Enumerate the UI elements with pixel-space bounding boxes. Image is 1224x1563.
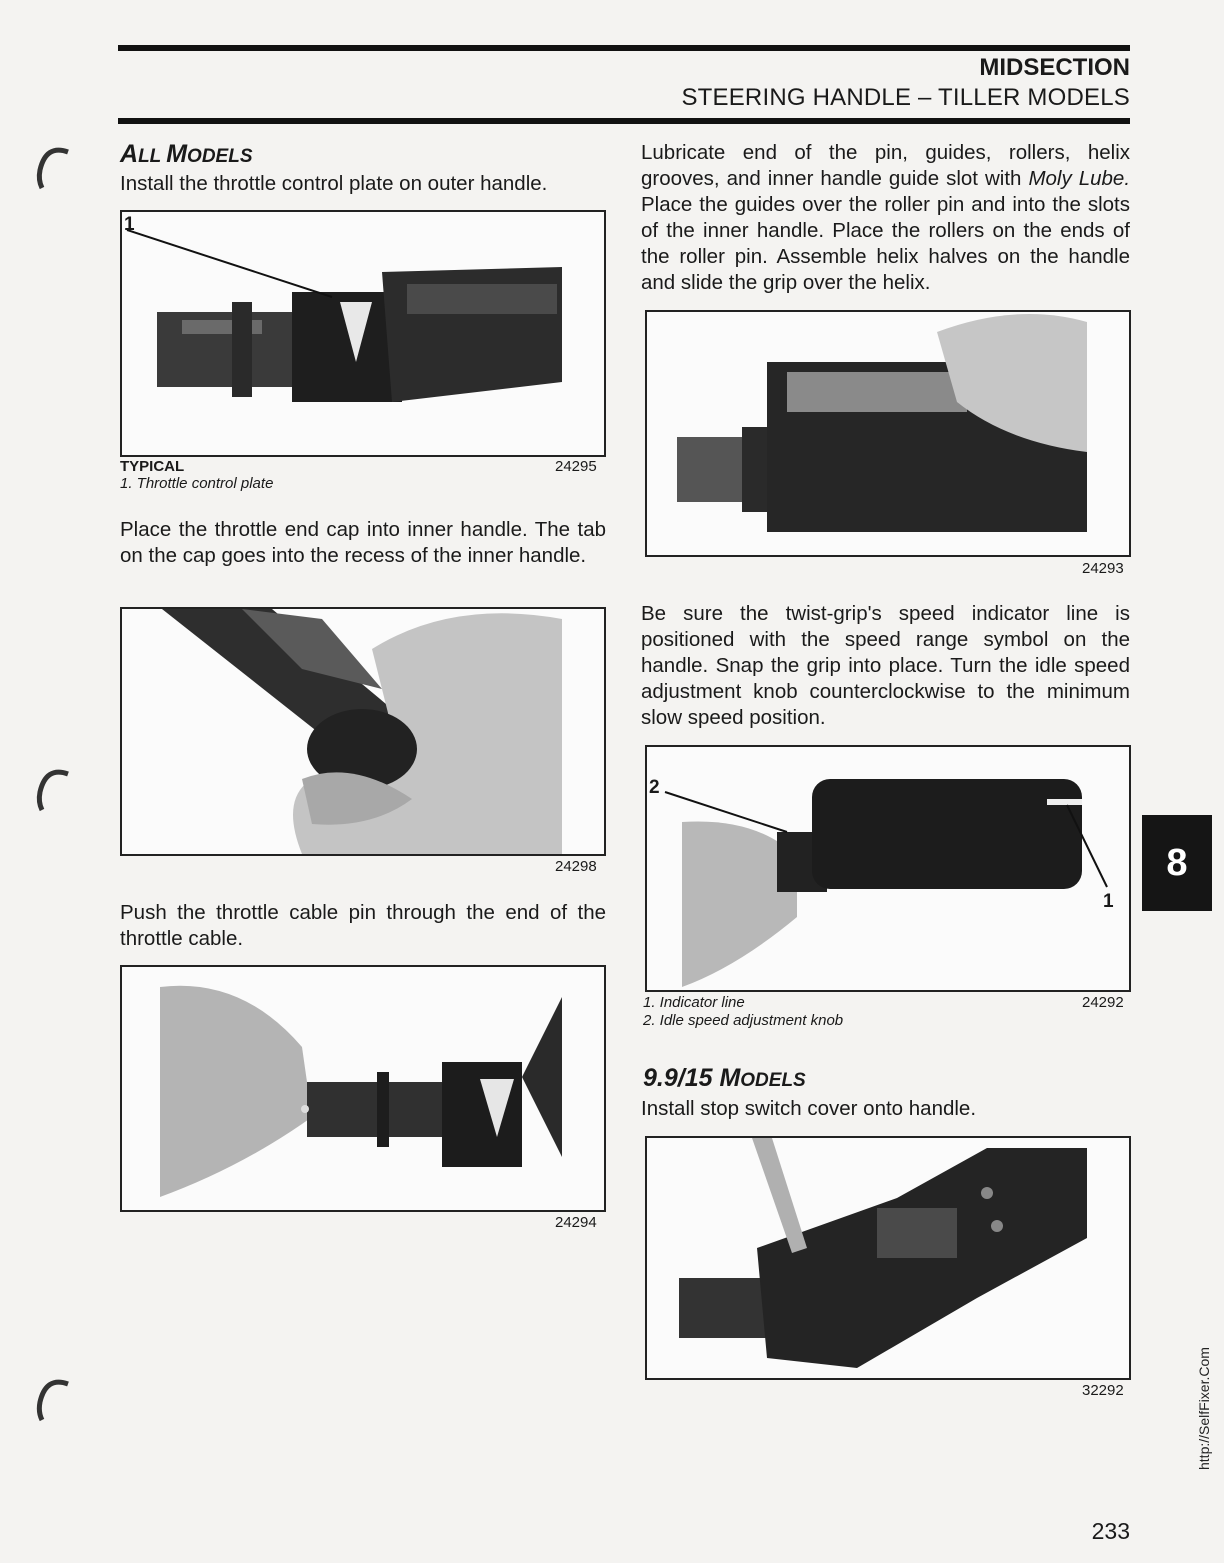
figure-number: 24293 bbox=[1082, 560, 1124, 577]
figure-indicator-line bbox=[645, 745, 1131, 992]
figure-number: 32292 bbox=[1082, 1382, 1124, 1399]
side-watermark: http://SelfFixer.Com bbox=[1196, 1347, 1212, 1470]
photo-throttle-plate bbox=[122, 212, 604, 455]
punch-hole bbox=[18, 140, 78, 200]
figure-helix-assembly bbox=[645, 310, 1131, 557]
figure-cable-pin bbox=[120, 965, 606, 1212]
header-top-rule bbox=[118, 45, 1130, 51]
figure-end-cap bbox=[120, 607, 606, 856]
figure-throttle-control-plate bbox=[120, 210, 606, 457]
punch-hole bbox=[18, 762, 78, 822]
paragraph-twist-grip: Be sure the twist-grip's speed indicator line is positioned with the speed range symbol on the handle. Snap the grip into place. Turn the idle speed adjustment knob counterclockwise to the minimum slow speed position. bbox=[641, 602, 1130, 729]
chapter-tab: 8 bbox=[1142, 815, 1212, 911]
figure-number: 24294 bbox=[555, 1214, 597, 1231]
page-number: 233 bbox=[1091, 1518, 1130, 1544]
caption-item: 1. Throttle control plate bbox=[120, 475, 274, 492]
paragraph-cable-pin: Push the throttle cable pin through the end of the throttle cable. bbox=[120, 901, 606, 950]
paragraph-stop-switch: Install stop switch cover onto handle. bbox=[641, 1097, 977, 1120]
heading-9-9-15-models: 9.9/15 MODELS bbox=[643, 1064, 806, 1092]
figure-caption-typical: TYPICAL bbox=[120, 458, 185, 475]
figure-stop-switch-cover bbox=[645, 1136, 1131, 1380]
photo-cable-pin bbox=[122, 967, 604, 1210]
callout-2: 2 bbox=[649, 777, 660, 798]
caption-item-1: 1. Indicator line bbox=[643, 994, 745, 1011]
figure-number: 24292 bbox=[1082, 994, 1124, 1011]
callout-1: 1 bbox=[124, 214, 135, 235]
figure-number: 24298 bbox=[555, 858, 597, 875]
paragraph-lubricate: Lubricate end of the pin, guides, rollers, helix grooves, and inner handle guide slot with Moly Lube. Place the guides over the roller pin and into the slots of the inner handle. Place the rollers on the ends of the roller pin. Assemble helix halves on the handle and slide the grip over the helix. bbox=[641, 141, 1131, 294]
header-bottom-rule bbox=[118, 118, 1130, 124]
photo-twist-grip bbox=[647, 747, 1129, 990]
photo-helix-assembly bbox=[647, 312, 1129, 555]
photo-end-cap bbox=[122, 609, 604, 854]
section-subtitle: STEERING HANDLE – TILLER MODELS bbox=[681, 84, 1130, 111]
paragraph-end-cap: Place the throttle end cap into inner handle. The tab on the cap goes into the recess of the inner handle. bbox=[120, 518, 606, 567]
heading-all-models: ALL MODELS bbox=[120, 140, 253, 168]
figure-number: 24295 bbox=[555, 458, 597, 475]
section-title: MIDSECTION bbox=[979, 54, 1130, 81]
paragraph-throttle-plate: Install the throttle control plate on outer handle. bbox=[120, 172, 548, 195]
callout-1: 1 bbox=[1103, 891, 1114, 912]
photo-stop-switch bbox=[647, 1138, 1129, 1378]
caption-item-2: 2. Idle speed adjustment knob bbox=[643, 1012, 844, 1029]
punch-hole bbox=[18, 1372, 78, 1432]
